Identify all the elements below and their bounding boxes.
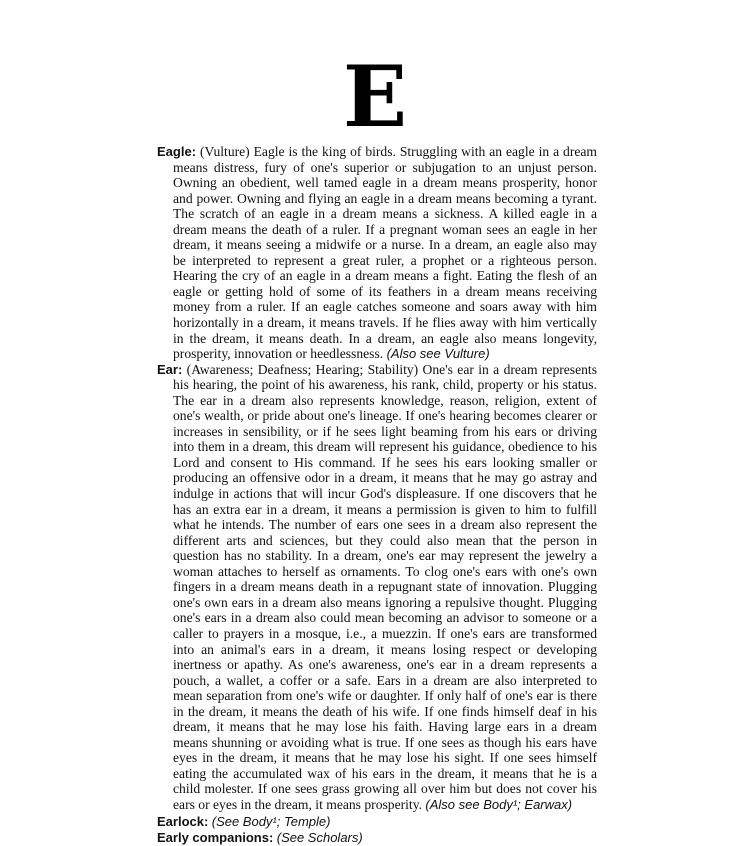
entry-headword: Earlock bbox=[157, 813, 204, 829]
entry-early-companions bbox=[157, 830, 597, 846]
headword-colon: : bbox=[268, 830, 274, 846]
entry-ear bbox=[157, 362, 597, 813]
entry-body: (Awareness; Deafness; Hearing; Stability) One's ear in a dream represents his hearing, the point of his awareness, his rank, child, property or his status. The ear in a dream also represents knowledge, reason, religion, extent of one's wealth, or pride about one's lineage. If one's hearing becomes clearer or increases in sensibility, or if he sees light beaming from his ears or driving into them in a dream, this dream will represent his guidance, obedience to his Lord and consent to His command. If he sees his ears looking smaller or producing an offensive odor in a dream, it means that he may go astray and indulge in actions that will incur God's displeasure. If one discovers that he has an extra ear in a dream, it means a permission is given to him to fulfill what he intends. The number of ears one sees in a dream also represent the different arts and sciences, but they could also mean that the person in question has no stability. In a dream, one's ear may represent the jewelry a woman attaches to herself as ornaments. To clog one's ears with one's own fingers in a dream means death in a repugnant state of innovation. Plugging one's own ears in a dream also means ignoring a repulsive thought. Plugging one's ears in a dream also could mean becoming an advisor to someone or a caller to prayers in a mosque, i.e., a muezzin. If one's ears are transformed into an animal's ears in a dream, it means losing respect or developing inertness or apathy. As one's awareness, one's ear in a dream represents a pouch, a wallet, a coffer or a safe. Ears in a dream are also interpreted to mean separation from one's wife or daughter. If only half of one's ear is there in the dream, it means the death of his wife. If one finds himself deaf in his dream, it means that he may lose his faith. Having large ears in a dream means shunning or avoiding what is true. If one sees as though his ears have eyes in the dream, it means that he may lose his sight. If one sees himself eating the accumulated wax of his ears in the dream, it means that he is a child molester. If one sees grass growing all over him but does not cover his ears or eyes in the dream, it means prosperity. bbox=[173, 361, 597, 812]
entry-body: (Vulture) Eagle is the king of birds. Struggling with an eagle in a dream means distress, fury of one's superior or subjugation to an unjust person. Owning an obedient, well tamed eagle in a dream means prosperity, honor and power. Owning and flying an eagle in a dream means becoming a tyrant. The scratch of an eagle in a dream means a sickness. A killed eagle in a dream means the death of a ruler. If a pregnant woman sees an eagle in her dream, it means seeing a midwife or a nurse. In a dream, an eagle also may be interpreted to represent a great ruler, a prophet or a righteous person. Hearing the cry of an eagle in a dream means a fight. Eating the flesh of an eagle or getting hold of some of its feathers in a dream means receiving money from a ruler. If an eagle catches someone and soars away with him horizontally in a dream, it means travels. If he flies away with him vertically in the dream, it means death. In a dream, an eagle also means longevity, prosperity, innovation or heedlessness. bbox=[173, 144, 597, 362]
entry-headword: Early companions bbox=[157, 830, 269, 846]
headword-colon: : bbox=[177, 361, 183, 377]
section-letter: E bbox=[342, 47, 408, 146]
cross-reference: (Also see Vulture) bbox=[386, 346, 490, 362]
entry-list bbox=[157, 144, 597, 846]
cross-reference: (See Body¹; Temple) bbox=[211, 813, 331, 829]
entry-earlock bbox=[157, 814, 597, 830]
entry-eagle bbox=[157, 144, 597, 362]
headword-colon: : bbox=[203, 813, 209, 829]
entry-headword: Eagle bbox=[157, 144, 192, 159]
cross-reference: (Also see Body¹; Earwax) bbox=[425, 796, 573, 812]
entry-headword: Ear bbox=[157, 361, 178, 377]
headword-colon: : bbox=[191, 144, 197, 159]
cross-reference: (See Scholars) bbox=[276, 830, 363, 846]
